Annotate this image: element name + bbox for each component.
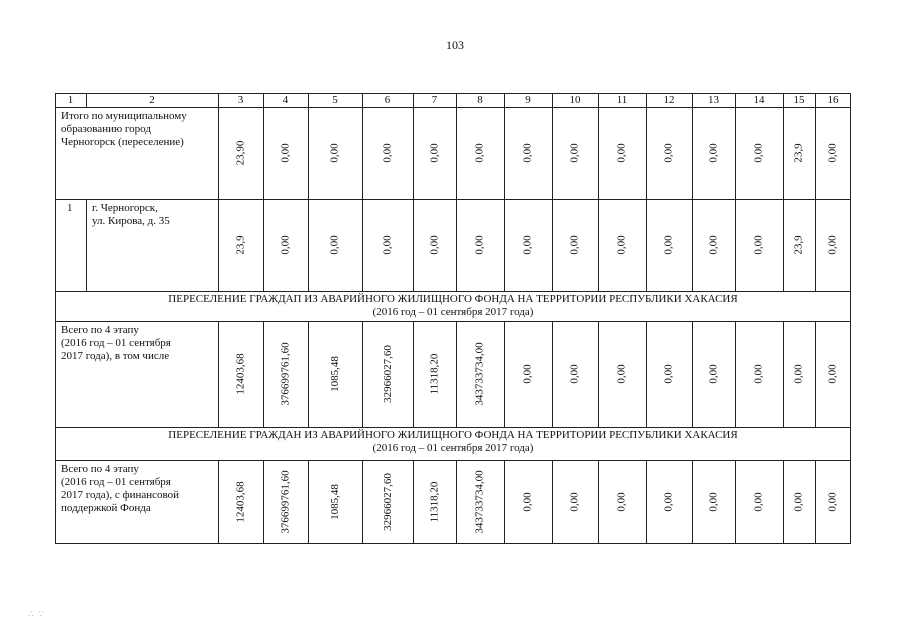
column-header: 6 (384, 94, 391, 106)
value-text: 0,00 (569, 235, 581, 255)
value-text: 0,00 (522, 364, 534, 384)
column-divider (86, 93, 87, 107)
section-title: ПЕРЕСЕЛЕНИЕ ГРАЖДАП ИЗ АВАРИЙНОГО ЖИЛИЩНОГО ФОНДА НА ТЕРРИТОРИИ РЕСПУБЛИКИ ХАКАСИЯ (168, 293, 738, 305)
value-cell (504, 321, 552, 427)
value-cell (646, 107, 692, 199)
column-divider (86, 199, 87, 291)
table-rule (55, 291, 851, 292)
value-cell (598, 199, 646, 291)
row-name: Итого по муниципальному образованию город Черногорск (переселение) (61, 110, 187, 148)
value-cell (552, 107, 598, 199)
column-divider (263, 93, 264, 107)
value-text: 11318,20 (428, 481, 441, 523)
value-cell (456, 321, 504, 427)
section-title: ПЕРЕСЕЛЕНИЕ ГРАЖДАН ИЗ АВАРИЙНОГО ЖИЛИЩНОГО ФОНДА НА ТЕРРИТОРИИ РЕСПУБЛИКИ ХАКАСИЯ (168, 429, 738, 441)
value-text: 23,90 (234, 140, 247, 166)
value-cell (815, 321, 851, 427)
row-name: г. Черногорск, ул. Кирова, д. 35 (92, 202, 170, 227)
value-cell (504, 199, 552, 291)
value-text: 0,00 (827, 492, 839, 512)
value-text: 0,00 (569, 492, 581, 512)
scan-mark: ∴ ∵ (28, 609, 45, 619)
value-cell (692, 107, 735, 199)
value-text: 0,00 (753, 143, 765, 163)
section-subtitle: (2016 год – 01 сентября 2017 года) (372, 306, 534, 318)
value-cell (815, 199, 851, 291)
value-text: 0,00 (707, 364, 720, 384)
value-text: 0,00 (663, 364, 675, 384)
value-cell (308, 460, 362, 544)
value-text: 12403,68 (234, 481, 247, 523)
row-name: Всего по 4 этапу (2016 год – 01 сентября 2017 года), в том числе (61, 324, 171, 362)
column-divider (692, 93, 693, 107)
value-cell (815, 460, 851, 544)
value-text: 1085,48 (329, 484, 341, 520)
value-cell (413, 107, 456, 199)
value-text: 23,9 (793, 235, 805, 255)
value-text: 11318,20 (428, 353, 441, 395)
value-cell (218, 199, 263, 291)
value-text: 0,00 (428, 143, 441, 163)
value-text: 0,00 (827, 235, 839, 255)
value-cell (735, 107, 783, 199)
column-divider (598, 93, 599, 107)
value-text: 0,00 (329, 143, 341, 163)
column-divider (815, 93, 816, 107)
value-text: 0,00 (569, 364, 581, 384)
value-text: 0,00 (753, 364, 765, 384)
value-cell (552, 199, 598, 291)
column-header: 1 (67, 94, 74, 106)
value-text: 0,00 (522, 492, 534, 512)
value-cell (218, 460, 263, 544)
column-divider (456, 93, 457, 107)
value-text: 0,00 (616, 143, 628, 163)
section-subtitle: (2016 год – 01 сентября 2017 года) (372, 442, 534, 454)
value-cell (362, 460, 413, 544)
value-cell (692, 199, 735, 291)
column-header: 3 (237, 94, 244, 106)
value-text: 0,00 (381, 235, 394, 255)
value-cell (362, 199, 413, 291)
column-header: 12 (663, 94, 675, 106)
column-divider (735, 93, 736, 107)
value-text: 0,00 (707, 492, 720, 512)
value-cell (504, 107, 552, 199)
value-text: 0,00 (616, 235, 628, 255)
value-text: 1085,48 (329, 356, 341, 392)
column-header: 11 (616, 94, 628, 106)
value-text: 12403,68 (234, 353, 247, 395)
value-text: 0,00 (616, 364, 628, 384)
value-cell (456, 107, 504, 199)
column-header: 5 (332, 94, 338, 106)
value-text: 0,00 (381, 143, 394, 163)
value-text: 0,00 (707, 143, 720, 163)
value-text: 0,00 (569, 143, 581, 163)
table-rule (55, 93, 851, 94)
value-cell (783, 107, 815, 199)
value-cell (783, 321, 815, 427)
column-header: 4 (282, 94, 289, 106)
value-text: 23,9 (793, 143, 805, 163)
value-cell (263, 107, 308, 199)
value-cell (413, 321, 456, 427)
value-cell (504, 460, 552, 544)
value-cell (263, 199, 308, 291)
column-header: 2 (149, 94, 155, 106)
column-divider (504, 93, 505, 107)
value-text: 0,00 (329, 235, 341, 255)
value-cell (646, 321, 692, 427)
value-text: 32966027,60 (381, 473, 394, 531)
column-header: 10 (569, 94, 581, 106)
value-cell (308, 199, 362, 291)
value-text: 0,00 (753, 235, 765, 255)
value-cell (815, 107, 851, 199)
column-divider (218, 93, 219, 107)
value-text: 376699761,60 (279, 470, 292, 534)
value-cell (735, 460, 783, 544)
column-divider (413, 93, 414, 107)
value-cell (456, 460, 504, 544)
value-text: 0,00 (707, 235, 720, 255)
value-cell (413, 460, 456, 544)
row-number: 1 (67, 202, 73, 214)
table-rule (55, 427, 851, 428)
value-text: 0,00 (474, 143, 486, 163)
value-text: 0,00 (428, 235, 441, 255)
value-cell (308, 107, 362, 199)
column-divider (552, 93, 553, 107)
value-cell (362, 321, 413, 427)
value-cell (598, 107, 646, 199)
column-divider (783, 93, 784, 107)
column-header: 15 (793, 94, 805, 106)
value-cell (263, 460, 308, 544)
page-number: 103 (446, 38, 464, 52)
value-text: 0,00 (663, 143, 675, 163)
column-divider (362, 93, 363, 107)
value-text: 0,00 (279, 235, 292, 255)
value-text: 0,00 (827, 364, 839, 384)
value-cell (692, 460, 735, 544)
value-text: 23,9 (234, 235, 247, 255)
column-header: 7 (431, 94, 438, 106)
value-text: 0,00 (474, 235, 486, 255)
column-header: 16 (827, 94, 839, 106)
column-divider (646, 93, 647, 107)
value-text: 32966027,60 (381, 345, 394, 403)
value-cell (413, 199, 456, 291)
value-text: 0,00 (793, 364, 805, 384)
column-header: 14 (753, 94, 765, 106)
value-cell (783, 460, 815, 544)
value-cell (552, 321, 598, 427)
value-text: 343733734,00 (474, 470, 486, 534)
value-cell (783, 199, 815, 291)
value-text: 0,00 (279, 143, 292, 163)
value-cell (735, 199, 783, 291)
value-text: 0,00 (827, 143, 839, 163)
value-cell (552, 460, 598, 544)
row-name: Всего по 4 этапу (2016 год – 01 сентября 2017 года), с финансовой поддержкой Фонда (61, 463, 180, 514)
value-text: 0,00 (663, 235, 675, 255)
value-text: 0,00 (616, 492, 628, 512)
value-text: 376699761,60 (279, 342, 292, 406)
value-cell (692, 321, 735, 427)
column-header: 13 (708, 94, 719, 106)
value-cell (646, 199, 692, 291)
value-cell (263, 321, 308, 427)
value-cell (598, 460, 646, 544)
value-text: 0,00 (663, 492, 675, 512)
value-text: 0,00 (522, 143, 534, 163)
value-text: 0,00 (753, 492, 765, 512)
value-cell (598, 321, 646, 427)
value-text: 0,00 (522, 235, 534, 255)
value-cell (735, 321, 783, 427)
value-cell (218, 321, 263, 427)
column-header: 8 (477, 94, 483, 106)
column-divider (308, 93, 309, 107)
value-cell (646, 460, 692, 544)
value-cell (362, 107, 413, 199)
value-cell (456, 199, 504, 291)
value-text: 0,00 (793, 492, 805, 512)
value-cell (218, 107, 263, 199)
value-text: 343733734,00 (474, 342, 486, 406)
value-cell (308, 321, 362, 427)
data-table (55, 93, 851, 544)
column-header: 9 (525, 94, 531, 106)
